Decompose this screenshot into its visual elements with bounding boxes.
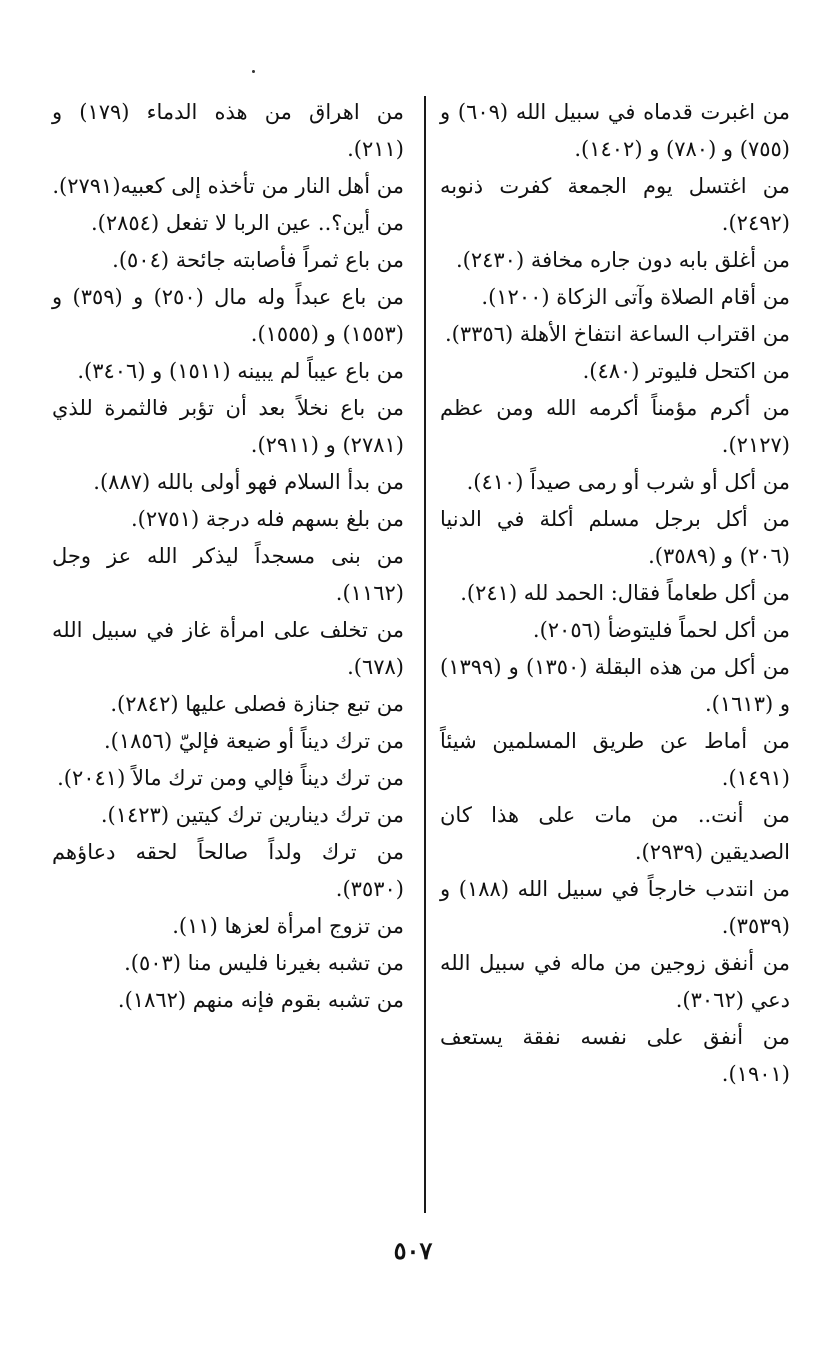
- index-entry: من أكل طعاماً فقال: الحمد لله (٢٤١).: [460, 581, 790, 605]
- index-entry: من اغبرت قدماه في سبيل الله (٦٠٩) و (٧٥٥) و (٧٨٠) و (١٤٠٢).: [440, 100, 791, 161]
- index-entry: من تخلف على امرأة غاز في سبيل الله (٦٧٨).: [52, 618, 404, 679]
- index-entry: من بنى مسجداً ليذكر الله عز وجل (١١٦٢).: [52, 544, 404, 605]
- index-entry: من أغلق بابه دون جاره مخافة (٢٤٣٠).: [455, 248, 790, 272]
- index-entry: من ترك ديناً فإلي ومن ترك مالاً (٢٠٤١).: [57, 766, 404, 790]
- index-entry: من باع عبداً وله مال (٢٥٠) و (٣٥٩) و (١٥٥٣) و (١٥٥٥).: [52, 285, 404, 346]
- index-entry: من باع نخلاً بعد أن تؤبر فالثمرة للذي (٢٧٨١) و (٢٩١١).: [52, 396, 404, 457]
- index-entry: من تزوج امرأة لعزها (١١).: [172, 914, 404, 938]
- index-entry: من اغتسل يوم الجمعة كفرت ذنوبه (٢٤٩٢).: [440, 174, 790, 235]
- index-entry: من تبع جنازة فصلى عليها (٢٨٤٢).: [110, 692, 404, 716]
- column-divider: [424, 96, 426, 1213]
- index-entry: من أكل برجل مسلم أكلة في الدنيا (٢٠٦) و (٣٥٨٩).: [440, 507, 790, 568]
- index-entry: من أكل لحماً فليتوضأ (٢٠٥٦).: [532, 618, 790, 642]
- index-entry: من انتدب خارجاً في سبيل الله (١٨٨) و (٣٥٣٩).: [440, 877, 790, 938]
- index-entry: من أين؟.. عين الربا لا تفعل (٢٨٥٤).: [90, 211, 404, 235]
- index-entry: من تشبه بقوم فإنه منهم (١٨٦٢).: [117, 988, 404, 1012]
- index-column-right: [440, 94, 790, 1093]
- index-entry: من اقتراب الساعة انتفاخ الأهلة (٣٣٥٦).: [444, 322, 790, 346]
- index-entry: من اكتحل فليوتر (٤٨٠).: [582, 359, 790, 383]
- index-entry: من أكل من هذه البقلة (١٣٥٠) و (١٣٩٩) و (١٦١٣).: [440, 655, 790, 716]
- index-entry: من ترك ولداً صالحاً لحقه دعاؤهم (٣٥٣٠).: [52, 840, 404, 901]
- index-entry: من أنفق زوجين من ماله في سبيل الله دعي (٣٠٦٢).: [440, 951, 790, 1012]
- index-entry: من أماط عن طريق المسلمين شيئاً (١٤٩١).: [440, 729, 790, 790]
- index-entry: من باع ثمراً فأصابته جائحة (٥٠٤).: [112, 248, 404, 272]
- index-entry: من باع عيباً لم يبينه (١٥١١) و (٣٤٠٦).: [77, 359, 404, 383]
- index-entry: من بلغ بسهم فله درجة (٢٧٥١).: [131, 507, 404, 531]
- index-column-left: [52, 94, 404, 1019]
- index-entry: من تشبه بغيرنا فليس منا (٥٠٣).: [124, 951, 404, 975]
- index-entry: من ترك دينارين ترك كيتين (١٤٢٣).: [100, 803, 404, 827]
- index-entry: من أكرم مؤمناً أكرمه الله ومن عظم (٢١٢٧).: [440, 396, 790, 457]
- index-entry: من أقام الصلاة وآتى الزكاة (١٢٠٠).: [481, 285, 790, 309]
- index-entry: من اهراق من هذه الدماء (١٧٩) و (٢١١).: [52, 100, 404, 161]
- index-entry: من أكل أو شرب أو رمى صيداً (٤١٠).: [466, 470, 790, 494]
- page-number: ٥٠٧: [393, 1236, 433, 1265]
- index-entry: من أنت.. من مات على هذا كان الصديقين (٢٩٣٩).: [440, 803, 790, 864]
- index-entry: من أهل النار من تأخذه إلى كعبيه(٢٧٩١).: [52, 174, 404, 198]
- stray-mark: [252, 70, 255, 73]
- index-entry: من أنفق على نفسه نفقة يستعف (١٩٠١).: [440, 1025, 790, 1086]
- index-entry: من ترك ديناً أو ضيعة فإليّ (١٨٥٦).: [103, 729, 404, 753]
- index-entry: من بدأ السلام فهو أولى بالله (٨٨٧).: [93, 470, 404, 494]
